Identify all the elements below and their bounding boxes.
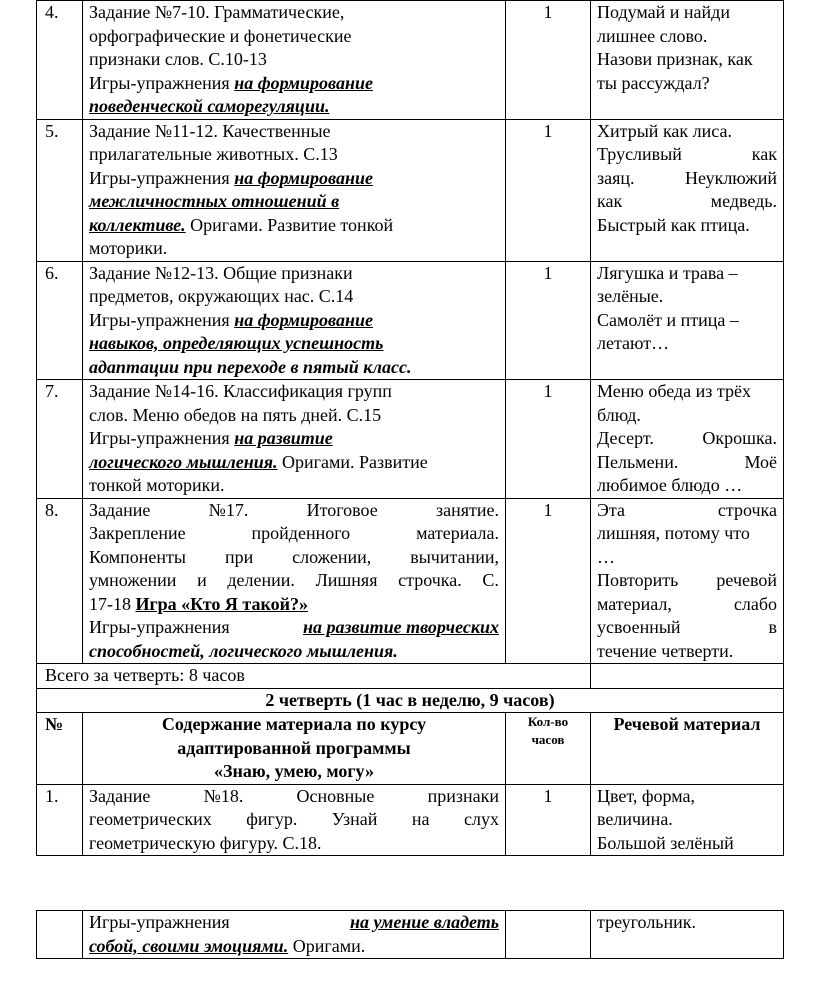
row-speech [591, 1, 784, 120]
content-line: Оригами. Развитие тонкой [185, 214, 394, 235]
empty-cell [506, 911, 591, 959]
speech-line: Самолёт и птица – [597, 309, 739, 330]
row-speech [591, 380, 784, 499]
content-emphasis: поведенческой саморегуляции. [89, 96, 330, 116]
content-emphasis: навыков, определяющих успешность [89, 333, 384, 353]
speech-line: усвоенный в [597, 617, 777, 637]
content-emphasis: на формирование [234, 72, 373, 93]
table-row [37, 119, 784, 261]
content-line: предметов, окружающих нас. С.14 [89, 286, 354, 306]
speech-line: Назови признак, как [597, 49, 753, 69]
row-speech: треугольник. [591, 911, 784, 959]
content-line: Задание №12-13. Общие признаки [89, 262, 353, 283]
header-hours: Кол-во часов [506, 713, 591, 785]
content-emphasis: межличностных отношений в [89, 191, 340, 211]
header-speech: Речевой материал [591, 713, 784, 785]
content-line: 17-18 [89, 593, 136, 614]
row-hours: 1 [506, 784, 591, 856]
row-number: 1. [37, 784, 83, 856]
content-line: Игры-упражнения на развитие творческих [89, 616, 499, 640]
row-hours: 1 [506, 119, 591, 261]
content-line: Оригами. [288, 935, 366, 956]
content-line: орфографические и фонетические [89, 25, 352, 46]
table-row-quarter [37, 688, 784, 713]
content-line: Задание №11-12. Качественные [89, 120, 331, 141]
content-line: Игры-упражнения на умение владеть [89, 911, 499, 935]
row-number: 8. [37, 498, 83, 664]
table-row [37, 911, 784, 959]
header-content [83, 713, 506, 785]
header-number: № [37, 713, 83, 785]
speech-line: Трусливый как [597, 144, 777, 164]
row-speech [591, 498, 784, 664]
header-content-line: «Знаю, умею, могу» [213, 761, 375, 781]
content-emphasis: Игра «Кто Я такой?» [135, 593, 308, 614]
content-line: Задание №18. Основные признаки [89, 785, 499, 806]
table-header-row [37, 713, 784, 785]
content-line: Задание №17. Итоговое занятие. [89, 499, 499, 520]
content-line: Задание №7-10. Грамматические, [89, 2, 345, 22]
speech-line: течение четверти. [597, 640, 734, 661]
speech-line: Десерт. Окрошка. [597, 428, 777, 448]
content-emphasis: собой, своими эмоциями. [89, 935, 289, 956]
table-row [37, 380, 784, 499]
speech-line: Быстрый как птица. [597, 214, 750, 235]
row-content [83, 911, 506, 959]
content-emphasis: логического мышления. [89, 451, 278, 472]
content-emphasis: способностей, логического мышления. [89, 640, 398, 661]
speech-line: блюд. [597, 404, 641, 425]
content-line: Игры-упражнения [89, 309, 235, 330]
row-hours: 1 [506, 498, 591, 664]
header-content-line: адаптированной программы [177, 737, 411, 758]
content-line: умножении и делении. Лишняя строчка. С. [89, 570, 499, 590]
table-row-total [37, 664, 784, 689]
content-line: моторики. [89, 238, 168, 258]
row-hours: 1 [506, 261, 591, 380]
curriculum-table [36, 0, 784, 856]
speech-line: как медведь. [597, 191, 777, 211]
content-line: Закрепление пройденного материала. [89, 523, 499, 543]
content-emphasis: адаптации при переходе в пятый класс. [89, 356, 412, 377]
row-hours: 1 [506, 380, 591, 499]
speech-line: Цвет, форма, [597, 785, 696, 806]
speech-line: … [597, 546, 615, 567]
quarter-total: Всего за четверть: 8 часов [37, 664, 591, 689]
content-emphasis: на умение владеть [349, 912, 499, 932]
speech-line: материал, слабо [597, 593, 777, 614]
row-content [83, 380, 506, 499]
content-line: Игры-упражнения [89, 428, 235, 448]
speech-line: любимое блюдо … [597, 475, 743, 495]
row-content [83, 119, 506, 261]
content-line: слов. Меню обедов на пять дней. С.15 [89, 404, 382, 425]
table-row [37, 498, 784, 664]
speech-line: Хитрый как лиса. [597, 120, 732, 141]
row-content [83, 498, 506, 664]
row-number: 7. [37, 380, 83, 499]
empty-cell [591, 664, 784, 689]
content-line: Компоненты при сложении, вычитании, [89, 546, 499, 567]
speech-line: Лягушка и трава – [597, 262, 738, 283]
content-emphasis: на развитие [234, 428, 333, 448]
speech-line: зелёные. [597, 286, 664, 306]
row-number: 4. [37, 1, 83, 120]
content-line: геометрическую фигуру. С.18. [89, 832, 322, 853]
table-row [37, 261, 784, 380]
table-row [37, 1, 784, 120]
row-content [83, 1, 506, 120]
content-emphasis: коллективе. [89, 214, 186, 235]
row-number: 6. [37, 261, 83, 380]
content-line: прилагательные животных. С.13 [89, 144, 338, 164]
content-line: Задание №14-16. Классификация групп [89, 381, 392, 401]
content-line: Оригами. Развитие [277, 451, 428, 472]
row-speech [591, 784, 784, 856]
speech-line: Большой зелёный [597, 832, 734, 853]
content-emphasis: на формирование [234, 309, 373, 330]
content-line: признаки слов. С.10-13 [89, 49, 267, 69]
content-line: Игры-упражнения [89, 167, 235, 188]
speech-line: Подумай и найди [597, 2, 730, 22]
content-line: Игры-упражнения [89, 72, 235, 93]
row-content [83, 261, 506, 380]
row-number: 5. [37, 119, 83, 261]
content-line: геометрических фигур. Узнай на слух [89, 809, 499, 829]
quarter-heading: 2 четверть (1 час в неделю, 9 часов) [37, 688, 784, 713]
speech-line: Повторить речевой [597, 570, 777, 590]
speech-line: заяц. Неуклюжий [597, 167, 777, 188]
row-content [83, 784, 506, 856]
speech-line: величина. [597, 809, 673, 829]
speech-line: лишнее слово. [597, 25, 708, 46]
speech-line: ты рассуждал? [597, 72, 710, 93]
row-hours: 1 [506, 1, 591, 120]
row-speech [591, 119, 784, 261]
content-emphasis: на формирование [234, 167, 373, 188]
speech-line: Меню обеда из трёх [597, 381, 751, 401]
speech-line: лишняя, потому что [597, 523, 750, 543]
empty-cell [37, 911, 83, 959]
speech-line: Пельмени. Моё [597, 451, 777, 472]
speech-line: летают… [597, 333, 670, 353]
table-row [37, 784, 784, 856]
header-content-line: Содержание материала по курсу [161, 714, 427, 734]
content-line: тонкой моторики. [89, 475, 225, 495]
continuation-table [36, 910, 784, 959]
content-emphasis: на развитие творческих [303, 617, 499, 637]
row-speech [591, 261, 784, 380]
speech-line: Эта строчка [597, 499, 777, 520]
